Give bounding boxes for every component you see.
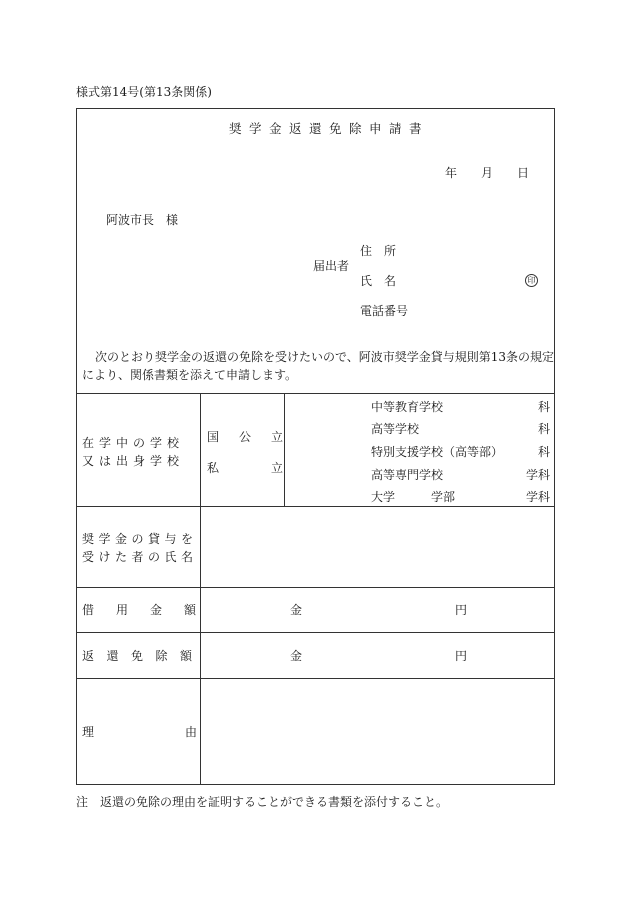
date-month: 月	[481, 166, 494, 180]
school-row-5-suffix: 学科	[526, 490, 551, 504]
school-row-5-name: 大学	[371, 490, 396, 504]
date-year: 年	[445, 166, 458, 180]
exempt-amount-kin: 金	[290, 649, 303, 663]
loan-amount-yen: 円	[455, 603, 468, 617]
school-row-2-suffix: 科	[538, 422, 551, 436]
recipient-label-line-1: 奨学金の貸与を	[82, 532, 198, 546]
divider-exempt	[76, 678, 555, 679]
school-row-1-suffix: 科	[538, 400, 551, 414]
divider-recipient	[76, 587, 555, 588]
divider-label-column	[200, 393, 201, 785]
divider-type-column	[284, 393, 285, 506]
school-type-public: 国公立	[207, 430, 304, 444]
school-type-private: 私立	[207, 461, 336, 475]
applicant-address-label: 住 所	[360, 244, 397, 258]
school-row-4-suffix: 学科	[526, 468, 551, 482]
divider-header	[76, 393, 555, 394]
exempt-amount-label: 返還免除額	[82, 649, 205, 663]
date-day: 日	[517, 166, 530, 180]
school-row-5-faculty: 学部	[431, 490, 456, 504]
loan-amount-label: 借用金額	[82, 603, 219, 617]
loan-amount-kin: 金	[290, 603, 303, 617]
exempt-amount-yen: 円	[455, 649, 468, 663]
footnote: 注 返還の免除の理由を証明することができる書類を添付すること。	[76, 795, 449, 809]
seal-icon: 印	[525, 274, 538, 287]
school-row-3-name: 特別支援学校（高等部）	[371, 445, 504, 459]
divider-loan	[76, 632, 555, 633]
school-row-2-name: 高等学校	[371, 422, 420, 436]
school-label-line-2: 又は出身学校	[82, 454, 185, 468]
school-row-3-suffix: 科	[538, 445, 551, 459]
applicant-name-label: 氏 名	[360, 274, 397, 288]
school-label-line-1: 在学中の学校	[82, 436, 185, 450]
addressee: 阿波市長 様	[106, 213, 179, 227]
recipient-label-line-2: 受けた者の氏名	[82, 550, 198, 564]
applicant-phone-label: 電話番号	[360, 304, 409, 318]
reason-label-left: 理	[82, 725, 95, 739]
school-row-1-name: 中等教育学校	[371, 400, 444, 414]
school-row-4-name: 高等専門学校	[371, 468, 444, 482]
applicant-label: 届出者	[313, 259, 350, 273]
form-title: 奨学金返還免除申請書	[229, 121, 430, 136]
reason-label-right: 由	[185, 725, 198, 739]
form-number: 様式第14号(第13条関係)	[76, 85, 212, 99]
divider-school	[76, 506, 555, 507]
body-text-line-2: により、関係書類を添えて申請します。	[82, 368, 298, 382]
body-text-line-1: 次のとおり奨学金の返還の免除を受けたいので、阿波市奨学金貸与規則第13条の規定	[95, 350, 555, 364]
